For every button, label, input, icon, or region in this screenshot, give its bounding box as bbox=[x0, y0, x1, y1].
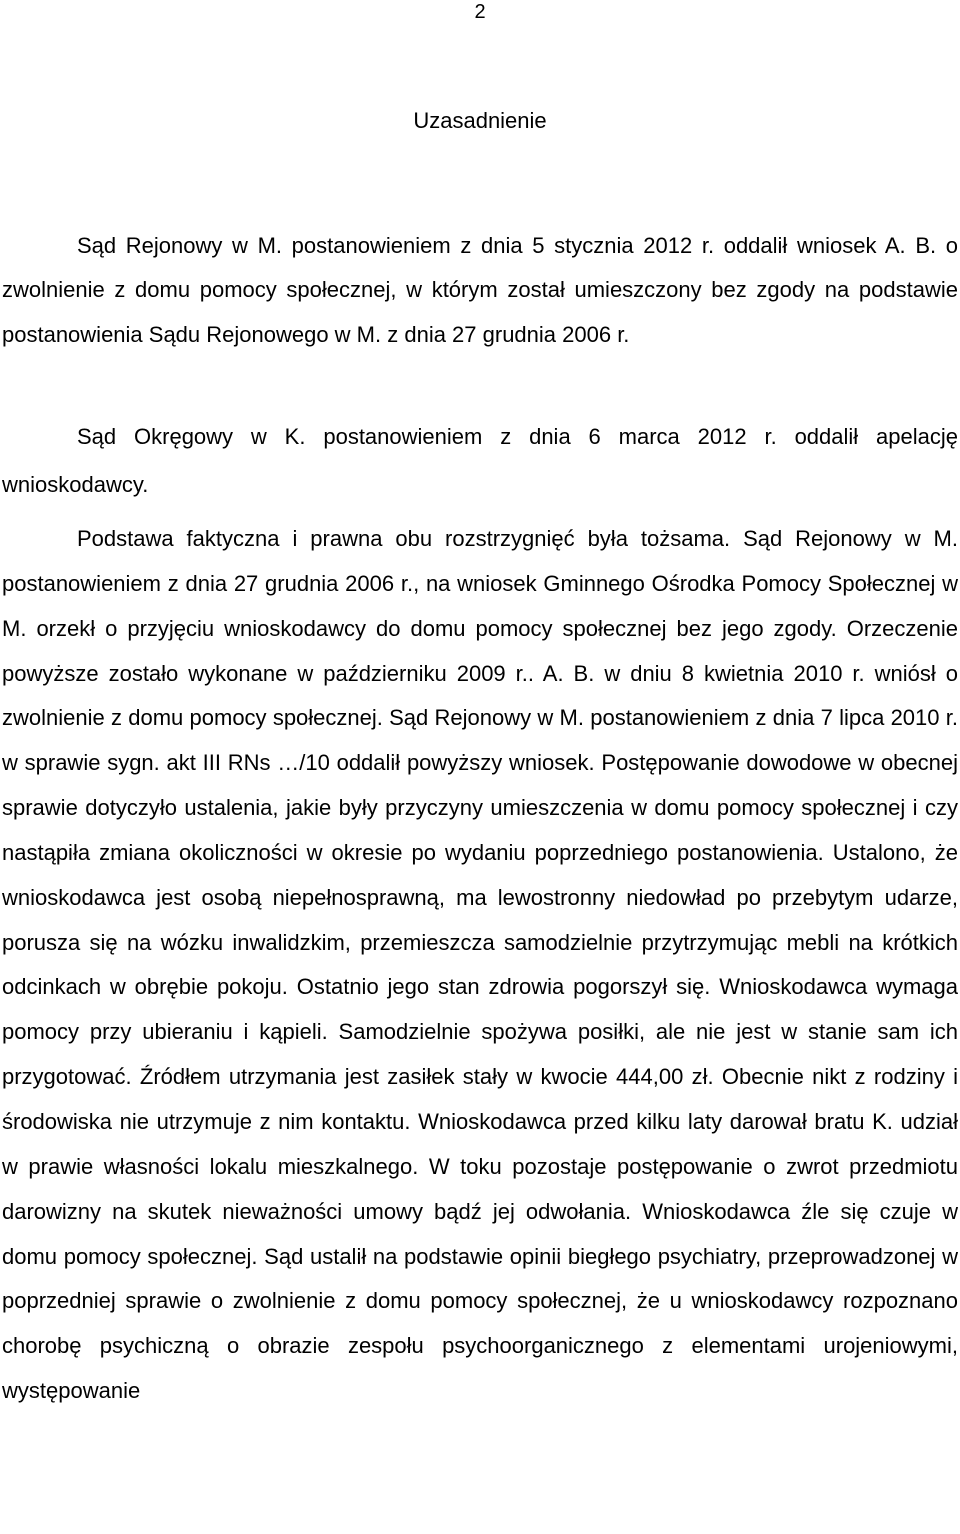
document-title: Uzasadnienie bbox=[413, 108, 547, 133]
paragraph-2: Sąd Okręgowy w K. postanowieniem z dnia 6 marca 2012 r. oddalił apelację wnioskodawcy. bbox=[2, 424, 958, 497]
paragraph-1: Sąd Rejonowy w M. postanowieniem z dnia 5 stycznia 2012 r. oddalił wniosek A. B. o zwolnienie z domu pomocy społecznej, w którym został umieszczony bez zgody na podstawie postanowienia Sądu Rejonowego w M. z dnia 27 grudnia 2006 r. bbox=[2, 233, 958, 347]
paragraph-3: Podstawa faktyczna i prawna obu rozstrzygnięć była tożsama. Sąd Rejonowy w M. postanowieniem z dnia 27 grudnia 2006 r., na wniosek Gminnego Ośrodka Pomocy Społecznej w M. orzekł o przyjęciu wnioskodawcy do domu pomocy społecznej bez jego zgody. Orzeczenie powyższe zostało wykonane w październiku 2009 r.. A. B. w dniu 8 kwietnia 2010 r. wniósł o zwolnienie z domu pomocy społecznej. Sąd Rejonowy w M. postanowieniem z dnia 7 lipca 2010 r. w sprawie sygn. akt III RNs …/10 oddalił powyższy wniosek. Postępowanie dowodowe w obecnej sprawie dotyczyło ustalenia, jakie były przyczyny umieszczenia w domu pomocy społecznej i czy nastąpiła zmiana okoliczności w okresie po wydaniu poprzedniego postanowienia. Ustalono, że wnioskodawca jest osobą niepełnosprawną, ma lewostronny niedowład po przebytym udarze, porusza się na wózku inwalidzkim, przemieszcza samodzielnie przytrzymując mebli na krótkich odcinkach w obrębie pokoju. Ostatnio jego stan zdrowia pogorszył się. Wnioskodawca wymaga pomocy przy ubieraniu i kąpieli. Samodzielnie spożywa posiłki, ale nie jest w stanie sam ich przygotować. Źródłem utrzymania jest zasiłek stały w kwocie 444,00 zł. Obecnie nikt z rodziny i środowiska nie utrzymuje z nim kontaktu. Wnioskodawca przed kilku laty darował bratu K. udział w prawie własności lokalu mieszkalnego. W toku pozostaje postępowanie o zwrot przedmiotu darowizny na skutek nieważności umowy bądź jej odwołania. Wnioskodawca źle się czuje w domu pomocy społecznej. Sąd ustalił na podstawie opinii biegłego psychiatry, przeprowadzonej w poprzedniej sprawie o zwolnienie z domu pomocy społecznej, że u wnioskodawcy rozpoznano chorobę psychiczną o obrazie zespołu psychoorganicznego z elementami urojeniowymi, występowanie bbox=[2, 526, 958, 1404]
page-number: 2 bbox=[474, 1, 486, 23]
